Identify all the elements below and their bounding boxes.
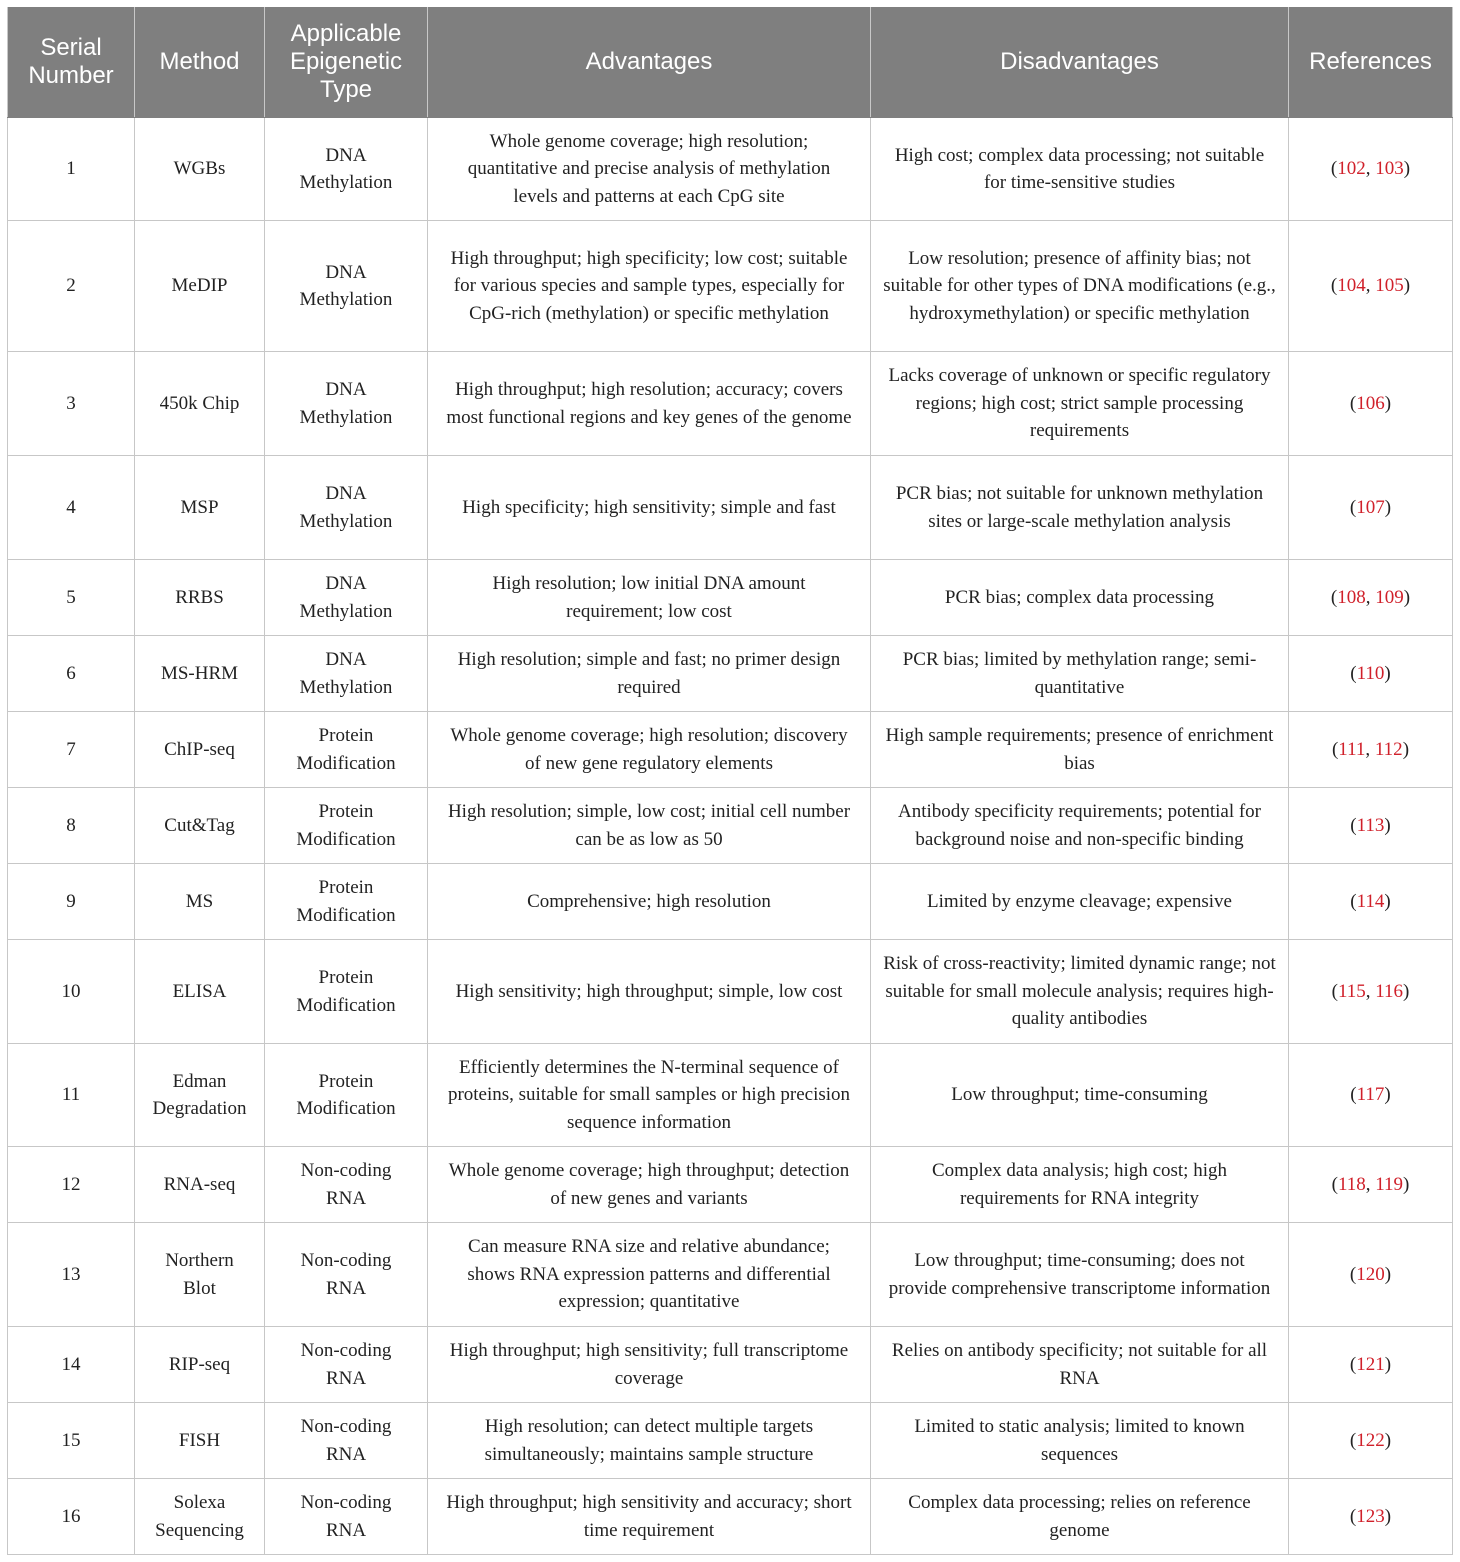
table-row [8, 1044, 1453, 1147]
method-cell: Cut&Tag [135, 788, 265, 864]
references-cell [1289, 1479, 1453, 1555]
disadvantages-cell: Low throughput; time-consuming; does not provide comprehensive transcriptome information [871, 1223, 1289, 1327]
disadvantages-cell: High sample requirements; presence of enrichment bias [871, 712, 1289, 788]
reference-link[interactable]: 106 [1356, 392, 1385, 414]
disadvantages-cell: Complex data analysis; high cost; high requirements for RNA integrity [871, 1147, 1289, 1223]
serial-number-cell: 16 [8, 1479, 135, 1555]
reference-close-paren: ) [1384, 890, 1391, 912]
advantages-cell: High throughput; high specificity; low cost; suitable for various species and sample types, especially for CpG-rich (methylation) or specific methylation [428, 221, 871, 352]
disadvantages-cell: Low resolution; presence of affinity bias; not suitable for other types of DNA modifications (e.g., hydroxymethylation) or specific methylation [871, 221, 1289, 352]
advantages-cell: Whole genome coverage; high resolution; discovery of new gene regulatory elements [428, 712, 871, 788]
header-method: Method [135, 7, 265, 118]
header-references: References [1289, 7, 1453, 118]
reference-open-paren: ( [1350, 814, 1357, 836]
reference-close-paren: ) [1384, 1263, 1392, 1285]
header-epigenetic-type: Applicable Epigenetic Type [265, 7, 428, 118]
advantages-cell: High resolution; simple, low cost; initial cell number can be as low as 50 [428, 788, 871, 864]
epigenetic-type-cell: Protein Modification [265, 712, 428, 788]
advantages-cell: High resolution; simple and fast; no primer design required [428, 636, 871, 712]
reference-close-paren: ) [1403, 158, 1411, 180]
table-row [8, 864, 1453, 940]
reference-open-paren: ( [1350, 662, 1357, 684]
advantages-cell: High throughput; high sensitivity; full transcriptome coverage [428, 1327, 871, 1403]
references-cell [1289, 1044, 1453, 1147]
serial-number-cell: 2 [8, 221, 135, 352]
references-cell [1289, 1147, 1453, 1223]
header-advantages: Advantages [428, 7, 871, 118]
reference-link[interactable]: 105 [1375, 275, 1404, 297]
advantages-cell: High throughput; high sensitivity and accuracy; short time requirement [428, 1479, 871, 1555]
reference-link[interactable]: 104 [1337, 275, 1366, 297]
reference-close-paren: ) [1384, 814, 1391, 836]
table-row [8, 456, 1453, 560]
references-cell [1289, 456, 1453, 560]
advantages-cell: Efficiently determines the N-terminal sequence of proteins, suitable for small samples or high precision sequence information [428, 1044, 871, 1147]
references-cell [1289, 1223, 1453, 1327]
method-cell: Solexa Sequencing [135, 1479, 265, 1555]
method-cell: MS [135, 864, 265, 940]
advantages-cell: High sensitivity; high throughput; simple, low cost [428, 940, 871, 1044]
reference-close-paren: ) [1384, 1429, 1392, 1451]
reference-open-paren: ( [1330, 275, 1338, 297]
reference-close-paren: ) [1403, 1173, 1410, 1195]
epigenetic-type-cell: Non-coding RNA [265, 1223, 428, 1327]
table-row [8, 560, 1453, 636]
reference-close-paren: ) [1384, 662, 1391, 684]
epigenetic-type-cell: DNA Methylation [265, 118, 428, 221]
references-cell [1289, 352, 1453, 456]
method-cell: 450k Chip [135, 352, 265, 456]
reference-link[interactable]: 103 [1375, 158, 1404, 180]
references-cell [1289, 221, 1453, 352]
disadvantages-cell: Relies on antibody specificity; not suitable for all RNA [871, 1327, 1289, 1403]
advantages-cell: Comprehensive; high resolution [428, 864, 871, 940]
serial-number-cell: 11 [8, 1044, 135, 1147]
reference-close-paren: ) [1384, 392, 1392, 414]
method-cell: RRBS [135, 560, 265, 636]
disadvantages-cell: PCR bias; not suitable for unknown methylation sites or large-scale methylation analysis [871, 456, 1289, 560]
advantages-cell: High resolution; low initial DNA amount requirement; low cost [428, 560, 871, 636]
reference-separator: , [1365, 586, 1376, 608]
reference-link[interactable]: 112 [1374, 738, 1403, 760]
disadvantages-cell: Limited by enzyme cleavage; expensive [871, 864, 1289, 940]
serial-number-cell: 6 [8, 636, 135, 712]
epigenetic-type-cell: DNA Methylation [265, 456, 428, 560]
disadvantages-cell: Limited to static analysis; limited to known sequences [871, 1403, 1289, 1479]
reference-link[interactable]: 107 [1356, 496, 1385, 518]
reference-open-paren: ( [1331, 1173, 1338, 1195]
table-row [8, 788, 1453, 864]
method-cell: MeDIP [135, 221, 265, 352]
reference-open-paren: ( [1330, 586, 1338, 608]
serial-number-cell: 3 [8, 352, 135, 456]
table-row [8, 1403, 1453, 1479]
table-row [8, 712, 1453, 788]
reference-open-paren: ( [1350, 1084, 1357, 1106]
disadvantages-cell: PCR bias; complex data processing [871, 560, 1289, 636]
table-row [8, 1147, 1453, 1223]
disadvantages-cell: Risk of cross-reactivity; limited dynamic range; not suitable for small molecule analysis; requires high-quality antibodies [871, 940, 1289, 1044]
serial-number-cell: 8 [8, 788, 135, 864]
reference-open-paren: ( [1349, 1429, 1357, 1451]
reference-link[interactable]: 115 [1337, 980, 1366, 1002]
table-row [8, 1223, 1453, 1327]
table-header [8, 7, 1453, 118]
references-cell [1289, 940, 1453, 1044]
references-cell [1289, 1327, 1453, 1403]
epigenetic-type-cell: DNA Methylation [265, 352, 428, 456]
reference-link[interactable]: 118 [1337, 1173, 1366, 1195]
reference-open-paren: ( [1349, 1353, 1357, 1375]
reference-separator: , [1365, 275, 1376, 297]
disadvantages-cell: Complex data processing; relies on reference genome [871, 1479, 1289, 1555]
disadvantages-cell: Antibody specificity requirements; potential for background noise and non-specific binding [871, 788, 1289, 864]
reference-open-paren: ( [1331, 738, 1339, 760]
serial-number-cell: 5 [8, 560, 135, 636]
reference-link[interactable]: 123 [1356, 1505, 1385, 1527]
disadvantages-cell: High cost; complex data processing; not suitable for time-sensitive studies [871, 118, 1289, 221]
serial-number-cell: 9 [8, 864, 135, 940]
table-row [8, 1479, 1453, 1555]
epigenetic-type-cell: Non-coding RNA [265, 1327, 428, 1403]
reference-close-paren: ) [1403, 980, 1410, 1002]
reference-link[interactable]: 114 [1356, 890, 1385, 912]
header-disadvantages: Disadvantages [871, 7, 1289, 118]
epigenetic-type-cell: Protein Modification [265, 788, 428, 864]
epigenetic-type-cell: Non-coding RNA [265, 1403, 428, 1479]
reference-link[interactable]: 122 [1356, 1429, 1385, 1451]
advantages-cell: High resolution; can detect multiple targets simultaneously; maintains sample structure [428, 1403, 871, 1479]
references-cell [1289, 636, 1453, 712]
methods-table [7, 7, 1453, 1555]
reference-close-paren: ) [1403, 586, 1411, 608]
reference-link[interactable]: 119 [1375, 1173, 1404, 1195]
method-cell: ChIP-seq [135, 712, 265, 788]
references-cell [1289, 788, 1453, 864]
disadvantages-cell: Low throughput; time-consuming [871, 1044, 1289, 1147]
reference-link[interactable]: 120 [1356, 1263, 1385, 1285]
reference-open-paren: ( [1330, 158, 1338, 180]
advantages-cell: Can measure RNA size and relative abundance; shows RNA expression patterns and differential expression; quantitative [428, 1223, 871, 1327]
advantages-cell: Whole genome coverage; high throughput; detection of new genes and variants [428, 1147, 871, 1223]
reference-link[interactable]: 102 [1337, 158, 1366, 180]
advantages-cell: High specificity; high sensitivity; simple and fast [428, 456, 871, 560]
epigenetic-type-cell: Non-coding RNA [265, 1479, 428, 1555]
serial-number-cell: 12 [8, 1147, 135, 1223]
serial-number-cell: 15 [8, 1403, 135, 1479]
epigenetic-type-cell: Non-coding RNA [265, 1147, 428, 1223]
reference-open-paren: ( [1331, 980, 1338, 1002]
reference-open-paren: ( [1349, 1263, 1357, 1285]
table-body [8, 118, 1453, 1555]
reference-link[interactable]: 109 [1375, 586, 1404, 608]
serial-number-cell: 10 [8, 940, 135, 1044]
serial-number-cell: 4 [8, 456, 135, 560]
epigenetic-type-cell: Protein Modification [265, 1044, 428, 1147]
header-row [8, 7, 1453, 118]
serial-number-cell: 14 [8, 1327, 135, 1403]
references-cell [1289, 1403, 1453, 1479]
method-cell: MSP [135, 456, 265, 560]
method-cell: RNA-seq [135, 1147, 265, 1223]
reference-close-paren: ) [1384, 1084, 1391, 1106]
disadvantages-cell: PCR bias; limited by methylation range; semi-quantitative [871, 636, 1289, 712]
epigenetic-type-cell: DNA Methylation [265, 560, 428, 636]
epigenetic-type-cell: Protein Modification [265, 940, 428, 1044]
reference-link[interactable]: 111 [1338, 738, 1366, 760]
method-cell: RIP-seq [135, 1327, 265, 1403]
reference-separator: , [1365, 738, 1375, 760]
reference-link[interactable]: 121 [1356, 1353, 1385, 1375]
reference-link[interactable]: 117 [1356, 1084, 1385, 1106]
table-row [8, 636, 1453, 712]
advantages-cell: High throughput; high resolution; accuracy; covers most functional regions and key genes of the genome [428, 352, 871, 456]
table-row [8, 1327, 1453, 1403]
reference-link[interactable]: 110 [1356, 662, 1385, 684]
reference-separator: , [1365, 1173, 1376, 1195]
serial-number-cell: 13 [8, 1223, 135, 1327]
table-row [8, 118, 1453, 221]
references-cell [1289, 560, 1453, 636]
method-cell: MS-HRM [135, 636, 265, 712]
table-row [8, 221, 1453, 352]
method-cell: Northern Blot [135, 1223, 265, 1327]
reference-open-paren: ( [1350, 890, 1357, 912]
table-row [8, 940, 1453, 1044]
references-cell [1289, 118, 1453, 221]
reference-close-paren: ) [1384, 1353, 1392, 1375]
reference-open-paren: ( [1349, 1505, 1357, 1527]
epigenetic-type-cell: DNA Methylation [265, 636, 428, 712]
reference-open-paren: ( [1349, 392, 1357, 414]
references-cell [1289, 864, 1453, 940]
method-cell: FISH [135, 1403, 265, 1479]
serial-number-cell: 7 [8, 712, 135, 788]
reference-open-paren: ( [1349, 496, 1357, 518]
reference-link[interactable]: 108 [1337, 586, 1366, 608]
references-cell [1289, 712, 1453, 788]
method-cell: Edman Degradation [135, 1044, 265, 1147]
epigenetic-type-cell: Protein Modification [265, 864, 428, 940]
reference-close-paren: ) [1384, 1505, 1392, 1527]
reference-close-paren: ) [1403, 275, 1411, 297]
reference-link[interactable]: 116 [1375, 980, 1404, 1002]
epigenetic-type-cell: DNA Methylation [265, 221, 428, 352]
header-serial-number: Serial Number [8, 7, 135, 118]
reference-separator: , [1365, 158, 1376, 180]
reference-link[interactable]: 113 [1356, 814, 1385, 836]
advantages-cell: Whole genome coverage; high resolution; quantitative and precise analysis of methylation levels and patterns at each CpG site [428, 118, 871, 221]
reference-close-paren: ) [1402, 738, 1410, 760]
serial-number-cell: 1 [8, 118, 135, 221]
table-row [8, 352, 1453, 456]
disadvantages-cell: Lacks coverage of unknown or specific regulatory regions; high cost; strict sample processing requirements [871, 352, 1289, 456]
reference-close-paren: ) [1384, 496, 1392, 518]
method-cell: WGBs [135, 118, 265, 221]
method-cell: ELISA [135, 940, 265, 1044]
reference-separator: , [1365, 980, 1376, 1002]
